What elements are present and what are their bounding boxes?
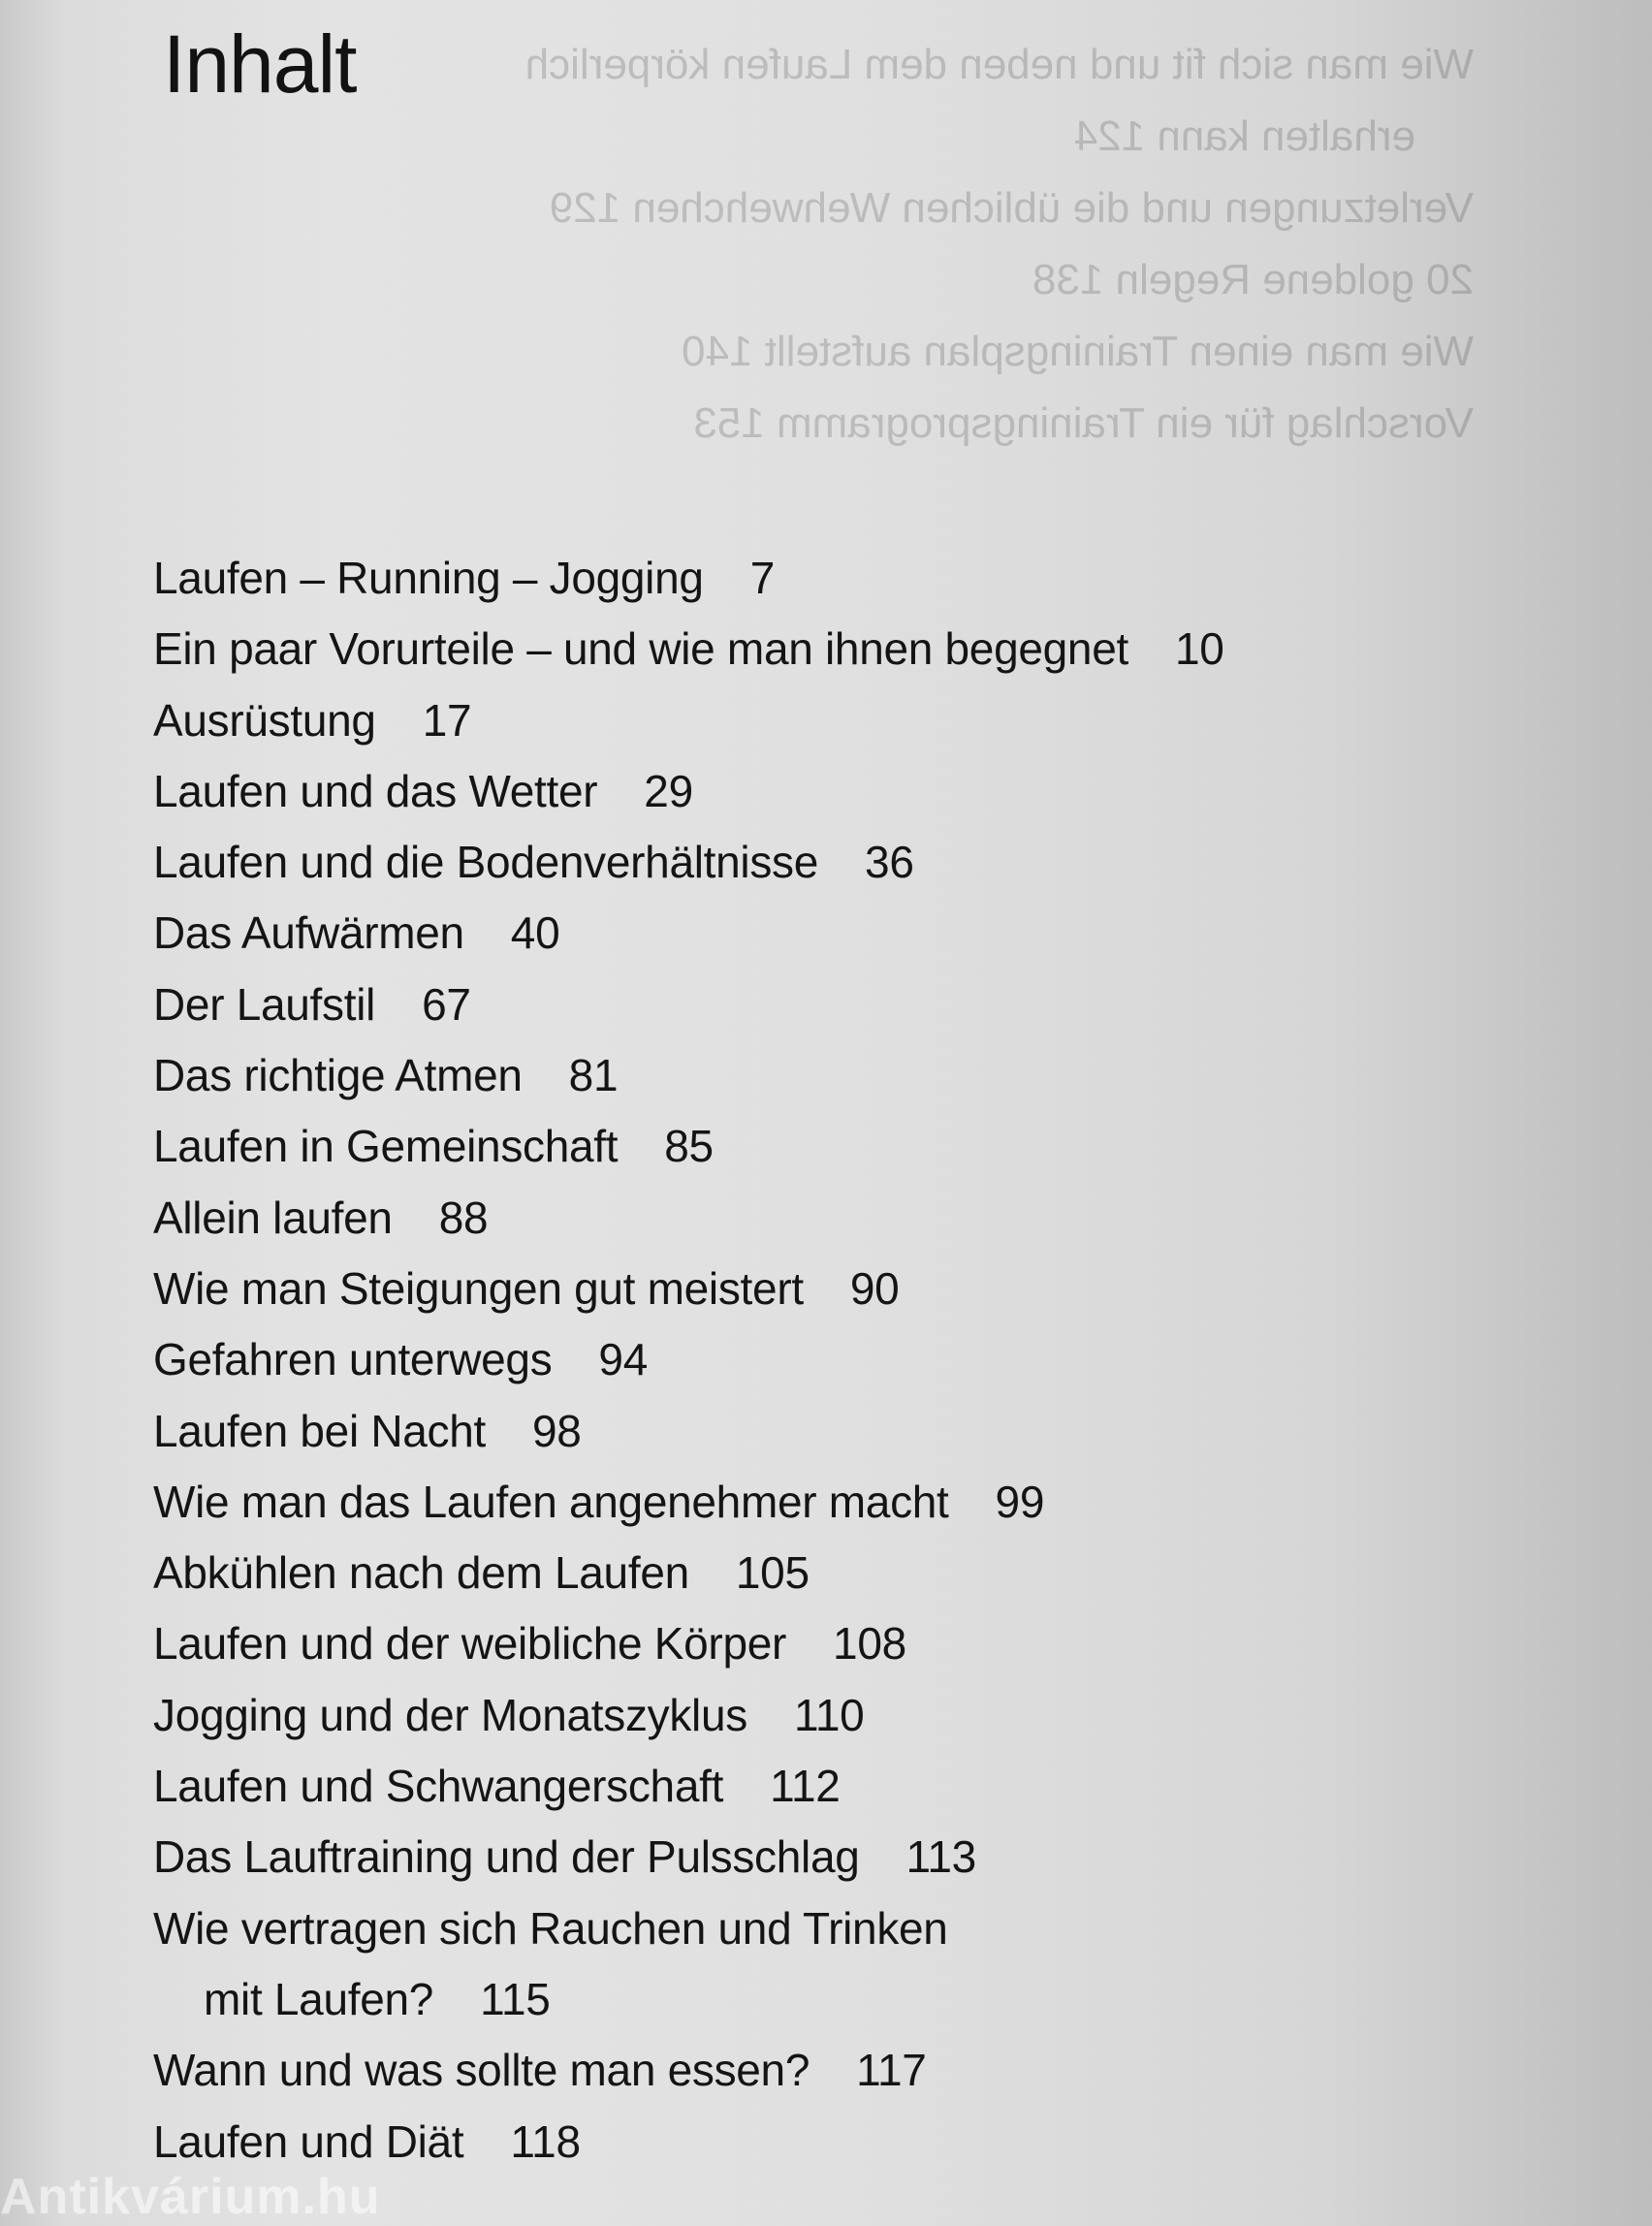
toc-entry — [153, 1324, 1510, 1395]
toc-entry-title: Das Aufwärmen — [153, 907, 464, 959]
toc-entry — [153, 543, 1510, 614]
toc-entry — [153, 898, 1510, 969]
toc-entry-page: 115 — [480, 1973, 551, 2024]
toc-entry-page: 40 — [510, 907, 560, 959]
toc-entry-page: 85 — [664, 1121, 714, 1172]
toc-entry-title: Wie man das Laufen angenehmer macht — [153, 1476, 949, 1527]
show-through-line: Vorschlag für ein Trainingsprogramm 153 — [693, 399, 1474, 447]
toc-entry-title: Ausrüstung — [153, 694, 376, 746]
toc-entry-title: Laufen in Gemeinschaft — [153, 1121, 619, 1172]
toc-entry-title: Abkühlen nach dem Laufen — [153, 1547, 689, 1599]
toc-entry-title: Ein paar Vorurteile – und wie man ihnen begegnet — [153, 623, 1128, 675]
toc-entry-page: 88 — [438, 1192, 489, 1243]
toc-entry — [153, 1040, 1510, 1111]
toc-entry-page: 36 — [865, 837, 914, 888]
toc-entry-page: 118 — [510, 2115, 581, 2167]
toc-entry-page: 29 — [644, 765, 693, 816]
toc-entry-title: Der Laufstil — [153, 978, 376, 1030]
toc-entry-title: Laufen – Running – Jogging — [153, 553, 704, 603]
toc-entry-title: Jogging und der Monatszyklus — [153, 1689, 747, 1740]
toc-entry-page: 67 — [422, 978, 471, 1030]
show-through-line: 20 goldene Regeln 138 — [1032, 256, 1474, 303]
toc-entry-page: 105 — [735, 1547, 810, 1599]
toc-entry-page: 10 — [1174, 623, 1224, 675]
toc-entry — [153, 1893, 1510, 1964]
toc-entry-page: 98 — [532, 1405, 582, 1456]
toc-entry — [153, 1538, 1510, 1608]
toc-entry — [153, 1183, 1510, 1254]
toc-entry — [153, 1751, 1510, 1822]
show-through-line: erhalten kann 124 — [1073, 112, 1415, 160]
toc-entry-title: Gefahren unterwegs — [153, 1334, 553, 1385]
toc-entry — [153, 1467, 1510, 1538]
toc-entry-page: 81 — [568, 1050, 619, 1101]
toc-entry — [153, 685, 1510, 756]
toc-entry-title: Wie man Steigungen gut meistert — [153, 1262, 804, 1314]
toc-entry — [153, 1822, 1510, 1892]
toc-entry — [153, 614, 1510, 684]
toc-entry-title: Laufen und der weibliche Körper — [153, 1618, 787, 1670]
toc-entry-title: Das Lauftraining und der Pulsschlag — [153, 1831, 860, 1883]
toc-entry-title: Wann und was sollte man essen? — [153, 2045, 810, 2096]
toc-entry — [153, 2107, 1510, 2178]
toc-entry-title: Laufen und Diät — [153, 2115, 464, 2167]
toc-entry — [153, 756, 1510, 827]
show-through-line: Wie man sich fit und neben dem Laufen körperlich — [524, 41, 1474, 88]
toc-entry-title: Das richtige Atmen — [153, 1050, 523, 1101]
toc-entry-title: Allein laufen — [153, 1192, 393, 1243]
page-title: Inhalt — [163, 18, 357, 110]
show-through-line: Verletzungen und die üblichen Wehwehchen 129 — [549, 184, 1474, 232]
toc-entry — [153, 1254, 1510, 1324]
toc-entry-page: 117 — [856, 2045, 927, 2096]
toc-entry-page: 90 — [849, 1262, 900, 1314]
show-through-line: Wie man einen Trainingsplan aufstellt 140 — [682, 328, 1474, 375]
toc-entry — [153, 1111, 1510, 1182]
toc-entry-page: 108 — [833, 1618, 906, 1670]
toc-entry — [153, 970, 1510, 1040]
toc-entry-title: Laufen und Schwangerschaft — [153, 1761, 724, 1812]
toc-entry-page: 112 — [770, 1761, 841, 1812]
toc-entry-continuation — [153, 1964, 1510, 2035]
toc-entry — [153, 1608, 1510, 1679]
toc-entry-title: Wie vertragen sich Rauchen und Trinken — [153, 1902, 948, 1954]
toc-entry-page: 99 — [995, 1476, 1045, 1527]
watermark: Antikvárium.hu — [0, 2169, 381, 2225]
toc-entry — [153, 1680, 1510, 1751]
toc-entry-page: 113 — [905, 1831, 976, 1883]
toc-entry-title: Laufen und die Bodenverhältnisse — [153, 837, 819, 888]
toc-entry — [153, 2035, 1510, 2106]
toc-entry — [153, 1396, 1510, 1467]
toc-entry-title: Laufen bei Nacht — [153, 1405, 487, 1456]
table-of-contents — [153, 543, 1510, 2178]
toc-entry — [153, 827, 1510, 898]
toc-entry-title: mit Laufen? — [204, 1973, 434, 2024]
toc-entry-title: Laufen und das Wetter — [153, 765, 598, 816]
toc-entry-page: 94 — [598, 1334, 648, 1385]
toc-entry-page: 17 — [422, 694, 472, 746]
toc-entry-page: 7 — [749, 553, 775, 603]
toc-entry-page: 110 — [793, 1689, 865, 1740]
